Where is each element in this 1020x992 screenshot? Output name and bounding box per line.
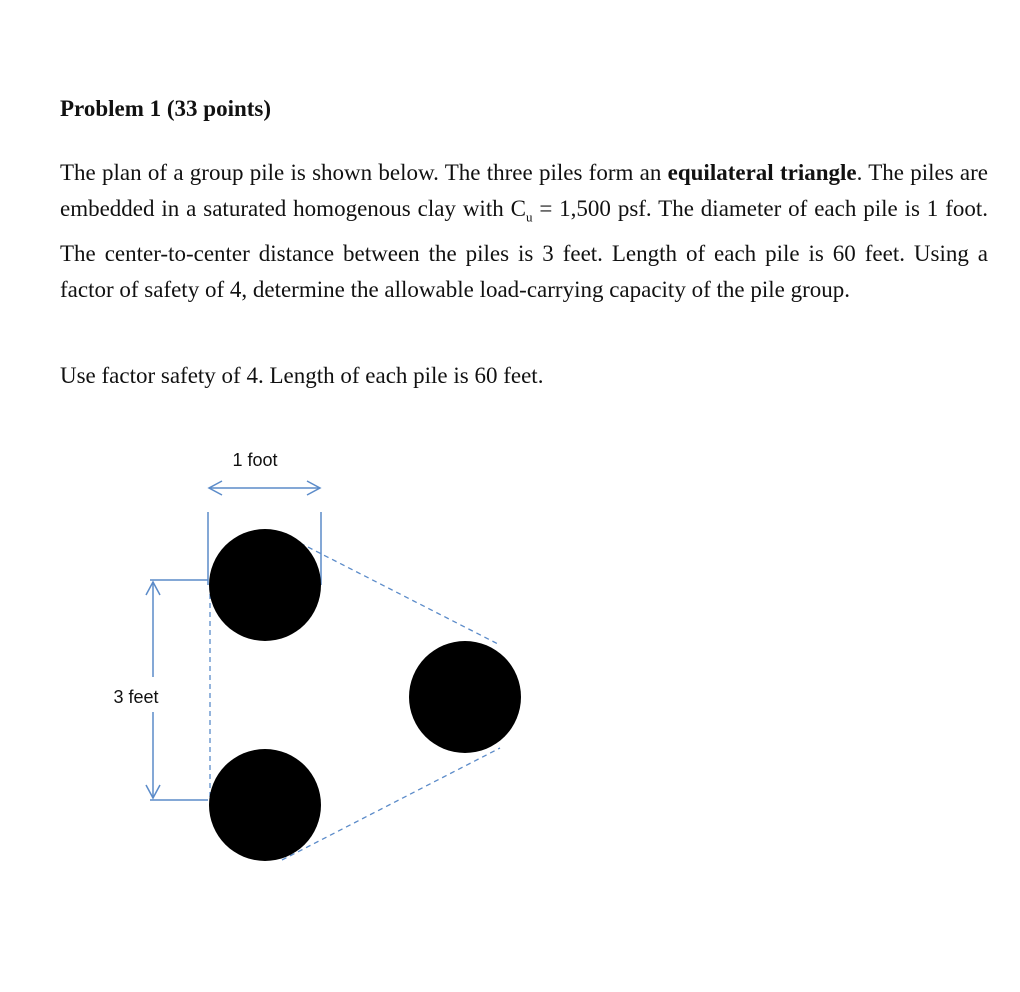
spacing-label: 3 feet — [113, 687, 159, 707]
statement-subscript: u — [525, 209, 533, 225]
triangle-top-edge — [300, 543, 500, 645]
pile-right — [409, 641, 521, 753]
problem-title: Problem 1 (33 points) — [60, 96, 272, 121]
pile-bottom-left — [209, 749, 321, 861]
statement-part-3: = 1,500 psf. The diameter of each pile is 1 foot. The center-to-center distance between the piles is 3 feet. Length of each pile is 60 feet. Using a factor of safety of 4, determine the allowable load-carrying capacity of the pile group. — [60, 196, 988, 302]
diameter-label: 1 foot — [232, 450, 278, 470]
statement-bold-term: equilateral triangle — [667, 160, 857, 185]
statement-part-1: The plan of a group pile is shown below. The three piles form an — [60, 160, 668, 185]
problem-note: Use factor safety of 4. Length of each pile is 60 feet. — [60, 363, 544, 388]
statement-part-2: . The piles are embedded in a saturated homogenous clay with C — [60, 160, 989, 221]
pile-top-left — [209, 529, 321, 641]
